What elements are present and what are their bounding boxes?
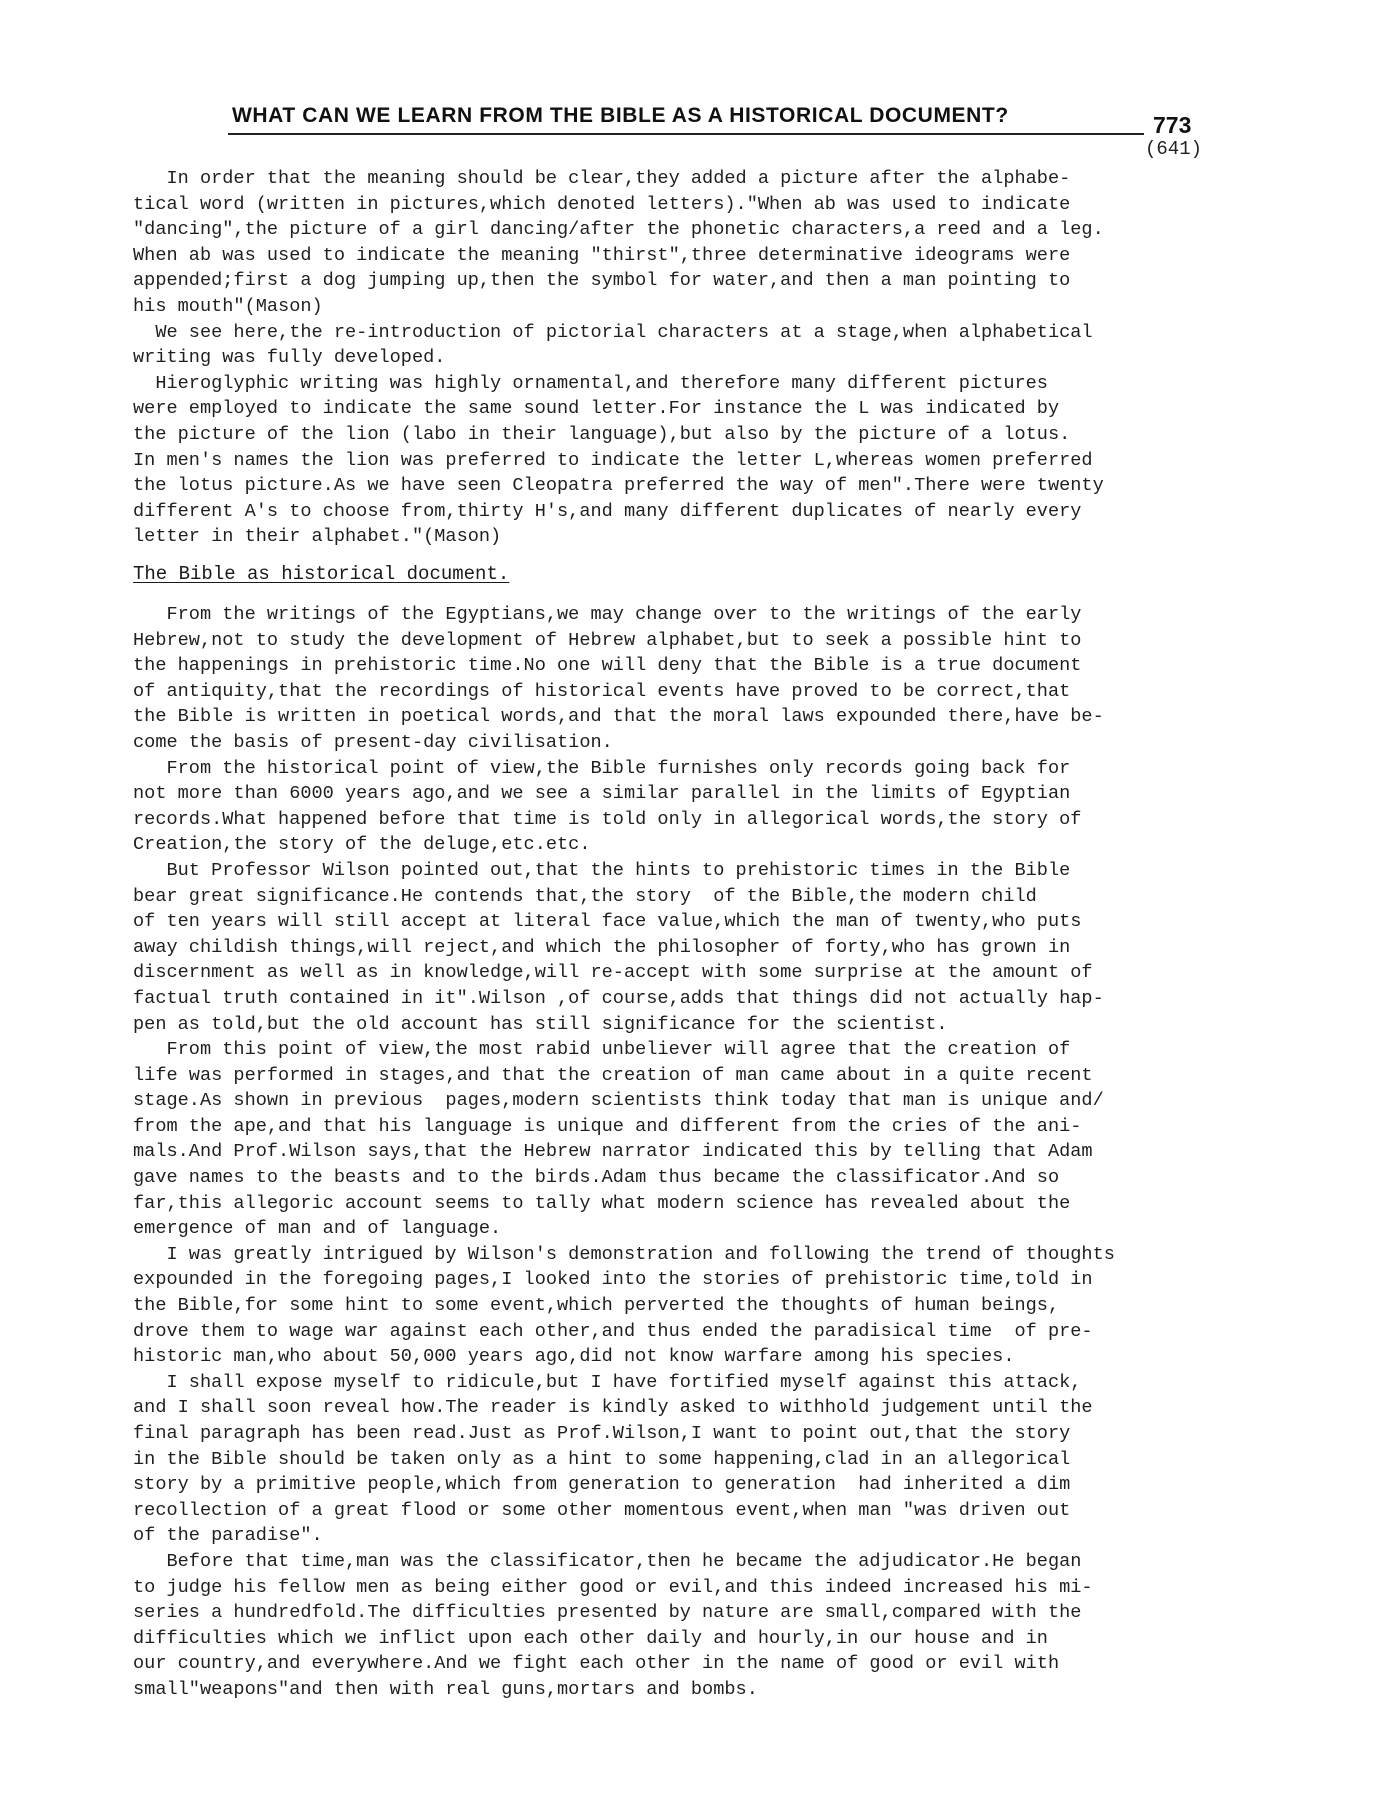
text-line: life was performed in stages,and that the creation of man came about in a quite recent (133, 1064, 1093, 1086)
text-line: of ten years will still accept at literal face value,which the man of twenty,who puts (133, 911, 1082, 933)
text-line: In order that the meaning should be clear,they added a picture after the alphabe- (133, 168, 1071, 189)
text-line: tical word (written in pictures,which denoted letters)."When ab was used to indicate (133, 193, 1071, 215)
text-line: mals.And Prof.Wilson says,that the Hebrew narrator indicated this by telling that Adam (133, 1141, 1093, 1163)
main-paragraphs (133, 602, 1253, 1703)
text-line: come the basis of present-day civilisation. (133, 731, 613, 753)
text-line: expounded in the foregoing pages,I looked into the stories of prehistoric time,told in (133, 1269, 1093, 1291)
text-line: final paragraph has been read.Just as Prof.Wilson,I want to point out,that the story (133, 1423, 1071, 1444)
text-line: appended;first a dog jumping up,then the symbol for water,and then a man pointing to (133, 270, 1071, 292)
section-title: The Bible as historical document. (133, 563, 510, 585)
text-line: the happenings in prehistoric time.No one will deny that the Bible is a true document (133, 655, 1082, 677)
text-line: historic man,who about 50,000 years ago,did not know warfare among his species. (133, 1346, 1015, 1368)
text-line: of the paradise". (133, 1525, 323, 1547)
text-line: letter in their alphabet."(Mason) (133, 526, 502, 548)
text-line: difficulties which we inflict upon each other daily and hourly,in our house and in (133, 1627, 1048, 1649)
text-line: gave names to the beasts and to the birds.Adam thus became the classificator.And so (133, 1167, 1060, 1189)
text-line: Before that time,man was the classificator,then he became the adjudicator.He began (133, 1550, 1082, 1572)
text-line: From the historical point of view,the Bible furnishes only records going back for (133, 757, 1071, 779)
text-line: "dancing",the picture of a girl dancing/after the phonetic characters,a reed and a leg. (133, 219, 1104, 241)
text-line: factual truth contained in it".Wilson ,of course,adds that things did not actually hap- (133, 987, 1104, 1009)
page-header-title: WHAT CAN WE LEARN FROM THE BIBLE AS A HISTORICAL DOCUMENT? (232, 104, 1009, 127)
text-line: stage.As shown in previous pages,modern scientists think today that man is unique and/ (133, 1090, 1104, 1112)
text-line: When ab was used to indicate the meaning "thirst",three determinative ideograms were (133, 244, 1071, 266)
text-line: the picture of the lion (labo in their language),but also by the picture of a lotus. (133, 423, 1071, 445)
text-line: the Bible,for some hint to some event,which perverted the thoughts of human beings, (133, 1295, 1060, 1317)
text-line: away childish things,will reject,and which the philosopher of forty,who has grown in (133, 936, 1071, 958)
text-line: far,this allegoric account seems to tally what modern science has revealed about the (133, 1192, 1071, 1214)
intro-paragraphs (133, 166, 1253, 550)
text-line: the lotus picture.As we have seen Cleopatra preferred the way of men".There were twenty (133, 475, 1104, 497)
text-line: discernment as well as in knowledge,will re-accept with some surprise at the amount of (133, 962, 1093, 984)
text-line: story by a primitive people,which from generation to generation had inherited a dim (133, 1474, 1071, 1496)
text-line: to judge his fellow men as being either good or evil,and this indeed increased his mi- (133, 1576, 1093, 1598)
text-line: I was greatly intrigued by Wilson's demonstration and following the trend of thoughts (133, 1243, 1115, 1265)
text-line: From this point of view,the most rabid unbeliever will agree that the creation of (133, 1039, 1071, 1061)
text-line: But Professor Wilson pointed out,that the hints to prehistoric times in the Bible (133, 859, 1071, 881)
text-line: Hieroglyphic writing was highly ornamental,and therefore many different pictures (133, 372, 1048, 394)
text-line: Hebrew,not to study the development of Hebrew alphabet,but to seek a possible hint to (133, 629, 1082, 651)
text-line: Creation,the story of the deluge,etc.etc. (133, 834, 591, 856)
text-line: the Bible is written in poetical words,and that the moral laws expounded there,have be- (133, 706, 1104, 728)
page-number: 773 (1153, 112, 1192, 138)
text-line: writing was fully developed. (133, 347, 446, 369)
text-line: records.What happened before that time is told only in allegorical words,the story of (133, 808, 1082, 830)
text-line: In men's names the lion was preferred to indicate the letter L,whereas women preferred (133, 449, 1093, 471)
text-line: and I shall soon reveal how.The reader is kindly asked to withhold judgement until the (133, 1397, 1093, 1419)
original-page-number: (641) (1145, 138, 1203, 160)
text-line: bear great significance.He contends that,the story of the Bible,the modern child (133, 885, 1037, 907)
text-line: emergence of man and of language. (133, 1218, 502, 1240)
text-line: series a hundredfold.The difficulties presented by nature are small,compared with the (133, 1602, 1082, 1624)
text-line: We see here,the re-introduction of pictorial characters at a stage,when alphabetical (133, 321, 1093, 343)
header-rule (228, 133, 1144, 135)
text-line: of antiquity,that the recordings of historical events have proved to be correct,that (133, 680, 1071, 702)
text-line: drove them to wage war against each other,and thus ended the paradisical time of pre- (133, 1320, 1093, 1342)
text-line: recollection of a great flood or some other momentous event,when man "was driven out (133, 1499, 1071, 1521)
text-line: were employed to indicate the same sound letter.For instance the L was indicated by (133, 398, 1060, 420)
text-line: pen as told,but the old account has still significance for the scientist. (133, 1013, 948, 1035)
text-line: his mouth"(Mason) (133, 295, 323, 317)
text-line: small"weapons"and then with real guns,mortars and bombs. (133, 1678, 758, 1700)
text-line: in the Bible should be taken only as a hint to some happening,clad in an allegorical (133, 1448, 1071, 1470)
text-line: I shall expose myself to ridicule,but I have fortified myself against this attack, (133, 1371, 1082, 1393)
text-line: not more than 6000 years ago,and we see a similar parallel in the limits of Egyptian (133, 783, 1071, 805)
text-line: different A's to choose from,thirty H's,and many different duplicates of nearly every (133, 500, 1082, 522)
text-line: from the ape,and that his language is unique and different from the cries of the ani- (133, 1115, 1082, 1137)
text-line: our country,and everywhere.And we fight each other in the name of good or evil with (133, 1653, 1060, 1675)
text-line: From the writings of the Egyptians,we may change over to the writings of the early (133, 604, 1082, 625)
